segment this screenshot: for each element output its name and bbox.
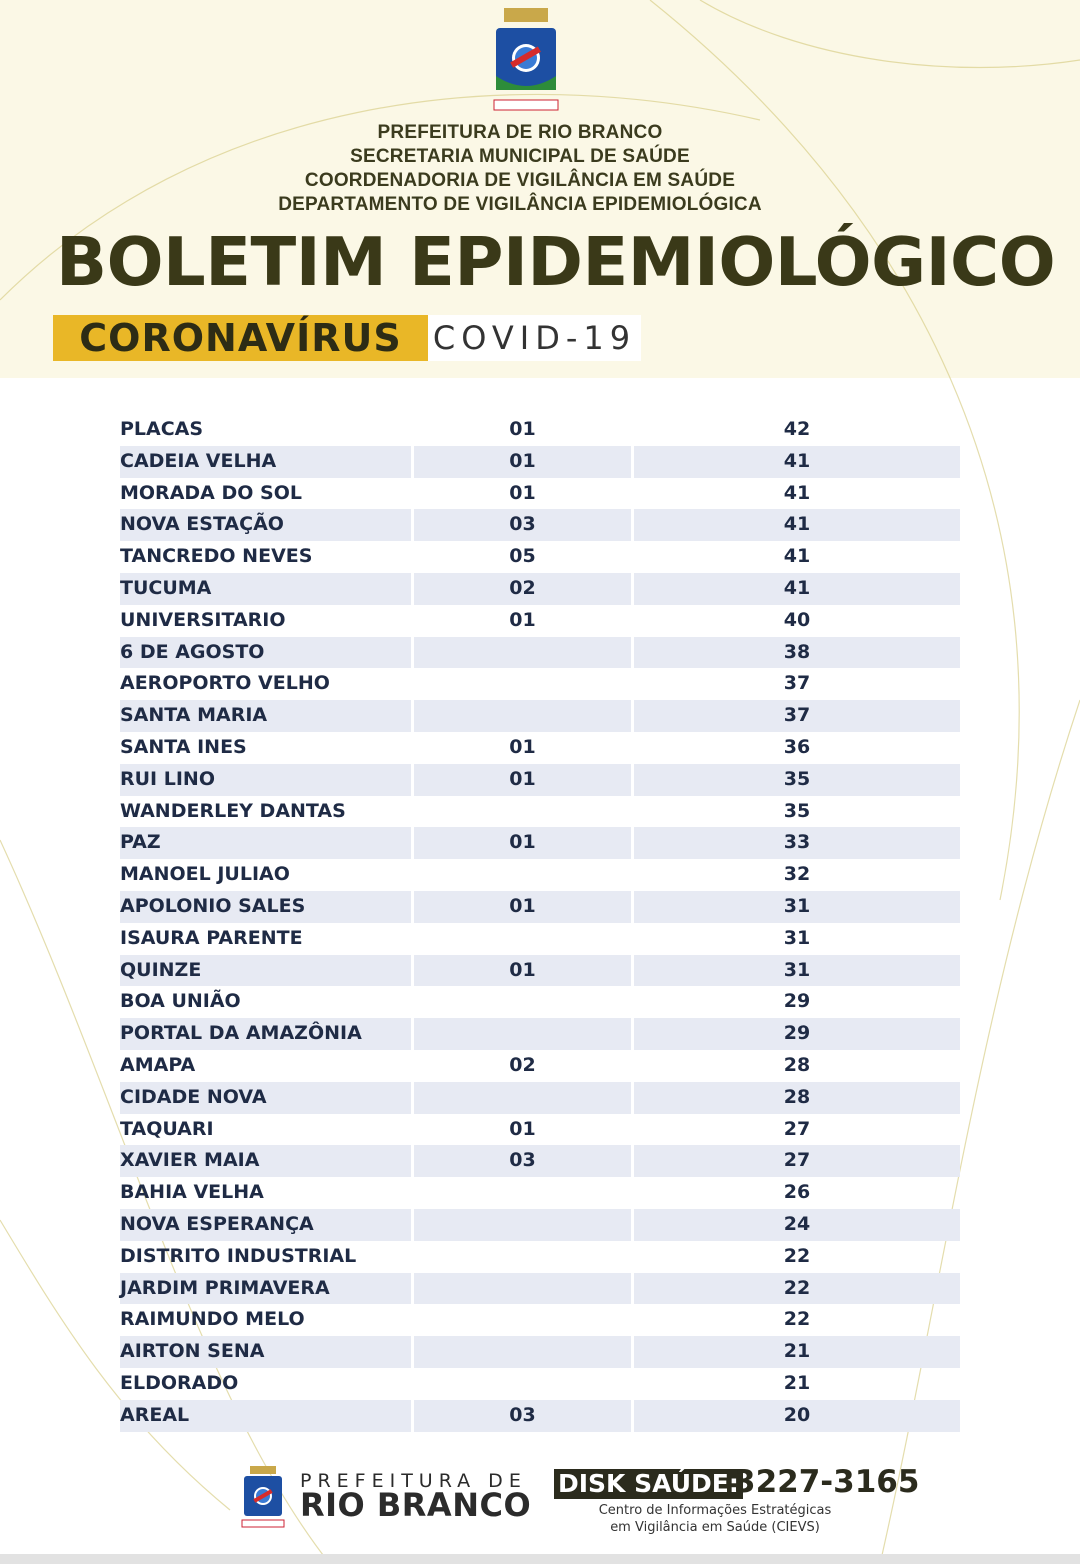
- neighborhood-name: ELDORADO: [120, 1371, 239, 1394]
- neighborhood-name: CADEIA VELHA: [120, 446, 411, 478]
- column-2-value: [414, 1336, 631, 1368]
- column-3-value: 29: [783, 990, 811, 1013]
- neighborhood-name: MANOEL JULIAO: [120, 863, 290, 886]
- column-2-value: 01: [509, 481, 536, 504]
- footer-coat-of-arms-logo: [240, 1466, 286, 1528]
- column-2-value: [414, 1177, 631, 1209]
- column-3-value: 35: [634, 764, 960, 796]
- column-3-value: 27: [634, 1145, 960, 1177]
- column-3-value: 31: [634, 955, 960, 987]
- neighborhood-name: PLACAS: [120, 418, 204, 440]
- column-2-value: 02: [414, 573, 631, 605]
- table-row: [120, 1368, 960, 1400]
- column-2-value: 01: [509, 1117, 536, 1140]
- column-3-value: 22: [634, 1273, 960, 1305]
- page-title: BOLETIM EPIDEMIOLÓGICO: [56, 223, 1056, 301]
- table-row: [120, 827, 960, 859]
- cievs-line-1: Centro de Informações Estratégicas: [598, 1503, 832, 1518]
- table-row: [120, 1114, 960, 1146]
- column-3-value: 31: [783, 926, 811, 949]
- neighborhood-name: BAHIA VELHA: [120, 1181, 264, 1204]
- column-3-value: 41: [634, 446, 960, 478]
- column-2-value: [414, 859, 631, 891]
- table-row: [120, 923, 960, 955]
- column-2-value: [414, 1082, 631, 1114]
- neighborhood-name: RAIMUNDO MELO: [120, 1308, 305, 1331]
- column-3-value: 33: [634, 827, 960, 859]
- neighborhood-name: SANTA MARIA: [120, 700, 411, 732]
- table-row: [120, 1241, 960, 1273]
- column-2-value: 01: [509, 418, 536, 440]
- table-row: [120, 446, 960, 478]
- neighborhood-name: RUI LINO: [120, 764, 411, 796]
- column-3-value: 41: [783, 545, 811, 568]
- column-2-value: 01: [414, 446, 631, 478]
- table-row: [120, 859, 960, 891]
- neighborhood-table: [120, 414, 960, 1432]
- column-2-value: [414, 1273, 631, 1305]
- column-2-value: 01: [509, 735, 536, 758]
- column-3-value: 21: [783, 1371, 811, 1394]
- table-row: [120, 541, 960, 573]
- column-2-value: [414, 637, 631, 669]
- table-row: [120, 1400, 960, 1432]
- column-3-value: 40: [783, 608, 811, 631]
- neighborhood-name: NOVA ESTAÇÃO: [120, 509, 411, 541]
- column-3-value: 26: [783, 1181, 811, 1204]
- neighborhood-name: CIDADE NOVA: [120, 1082, 411, 1114]
- neighborhood-name: MORADA DO SOL: [120, 481, 302, 504]
- column-2-value: 01: [414, 764, 631, 796]
- column-2-value: [414, 668, 631, 700]
- table-row: [120, 1209, 960, 1241]
- column-2-value: [414, 986, 631, 1018]
- table-row: [120, 764, 960, 796]
- footer-rio-branco: RIO BRANCO: [300, 1486, 532, 1524]
- coat-of-arms-logo: [490, 6, 562, 116]
- column-3-value: 42: [783, 418, 811, 440]
- column-2-value: [414, 796, 631, 828]
- banner: [53, 315, 641, 361]
- column-2-value: 03: [414, 1400, 631, 1432]
- banner-covid19: COVID-19: [428, 315, 641, 361]
- column-3-value: 32: [783, 863, 811, 886]
- cievs-text: [570, 1502, 860, 1536]
- neighborhood-name: AREAL: [120, 1400, 411, 1432]
- org-line-1: PREFEITURA DE RIO BRANCO: [377, 122, 663, 143]
- table-row: [120, 732, 960, 764]
- table-row: [120, 414, 960, 446]
- neighborhood-name: AEROPORTO VELHO: [120, 672, 330, 695]
- bottom-bar: [0, 1554, 1080, 1564]
- column-2-value: [414, 1241, 631, 1273]
- table-row: [120, 1336, 960, 1368]
- table-row: [120, 955, 960, 987]
- table-row: [120, 668, 960, 700]
- column-2-value: 03: [414, 1145, 631, 1177]
- organization-lines: [0, 121, 1040, 217]
- neighborhood-name: TAQUARI: [120, 1117, 214, 1140]
- column-2-value: 01: [414, 827, 631, 859]
- table-row: [120, 1145, 960, 1177]
- column-3-value: 41: [783, 481, 811, 504]
- column-3-value: 22: [783, 1244, 811, 1267]
- disk-saude-phone: 3227-3165: [734, 1464, 920, 1500]
- column-2-value: [414, 1018, 631, 1050]
- table-row: [120, 605, 960, 637]
- neighborhood-name: SANTA INES: [120, 735, 247, 758]
- column-3-value: 37: [783, 672, 811, 695]
- column-2-value: [414, 923, 631, 955]
- neighborhood-name: 6 DE AGOSTO: [120, 637, 411, 669]
- table-row: [120, 1177, 960, 1209]
- column-2-value: 01: [414, 891, 631, 923]
- neighborhood-name: NOVA ESPERANÇA: [120, 1209, 411, 1241]
- table-row: [120, 891, 960, 923]
- column-3-value: 22: [783, 1308, 811, 1331]
- table-row: [120, 1018, 960, 1050]
- column-3-value: 28: [634, 1082, 960, 1114]
- table-row: [120, 478, 960, 510]
- column-3-value: 31: [634, 891, 960, 923]
- table-row: [120, 573, 960, 605]
- table-row: [120, 637, 960, 669]
- neighborhood-name: XAVIER MAIA: [120, 1145, 411, 1177]
- column-3-value: 28: [783, 1053, 811, 1076]
- column-2-value: 03: [414, 509, 631, 541]
- neighborhood-name: PAZ: [120, 827, 411, 859]
- neighborhood-name: UNIVERSITARIO: [120, 608, 286, 631]
- column-3-value: 29: [634, 1018, 960, 1050]
- cievs-line-2: em Vigilância em Saúde (CIEVS): [610, 1520, 820, 1535]
- org-line-4: DEPARTAMENTO DE VIGILÂNCIA EPIDEMIOLÓGICA: [278, 194, 762, 215]
- column-2-value: 01: [414, 955, 631, 987]
- column-3-value: 37: [634, 700, 960, 732]
- table-row: [120, 1050, 960, 1082]
- column-2-value: [414, 700, 631, 732]
- column-3-value: 21: [634, 1336, 960, 1368]
- column-2-value: 05: [509, 545, 536, 568]
- org-line-2: SECRETARIA MUNICIPAL DE SAÚDE: [350, 146, 690, 167]
- column-3-value: 24: [634, 1209, 960, 1241]
- column-2-value: [414, 1304, 631, 1336]
- neighborhood-name: APOLONIO SALES: [120, 891, 411, 923]
- footer-prefeitura-label: PREFEITURA DE: [300, 1470, 527, 1492]
- table-row: [120, 796, 960, 828]
- table-row: [120, 509, 960, 541]
- neighborhood-name: QUINZE: [120, 955, 411, 987]
- column-3-value: 27: [783, 1117, 811, 1140]
- table-row: [120, 1273, 960, 1305]
- table-row: [120, 700, 960, 732]
- column-3-value: 38: [634, 637, 960, 669]
- column-2-value: 01: [509, 608, 536, 631]
- neighborhood-name: ISAURA PARENTE: [120, 926, 303, 949]
- neighborhood-name: TUCUMA: [120, 573, 411, 605]
- table-row: [120, 1304, 960, 1336]
- neighborhood-name: WANDERLEY DANTAS: [120, 799, 346, 822]
- column-3-value: 20: [634, 1400, 960, 1432]
- column-2-value: 02: [509, 1053, 536, 1076]
- neighborhood-name: TANCREDO NEVES: [120, 545, 313, 568]
- neighborhood-name: PORTAL DA AMAZÔNIA: [120, 1018, 411, 1050]
- column-3-value: 41: [634, 509, 960, 541]
- table-row: [120, 1082, 960, 1114]
- column-2-value: [414, 1209, 631, 1241]
- banner-coronavirus: CORONAVÍRUS: [53, 315, 428, 361]
- neighborhood-name: DISTRITO INDUSTRIAL: [120, 1244, 357, 1267]
- disk-saude-label: DISK SAÚDE:: [554, 1469, 743, 1499]
- column-3-value: 36: [783, 735, 811, 758]
- neighborhood-name: JARDIM PRIMAVERA: [120, 1273, 411, 1305]
- column-3-value: 35: [783, 799, 811, 822]
- neighborhood-name: BOA UNIÃO: [120, 990, 241, 1013]
- column-3-value: 41: [634, 573, 960, 605]
- neighborhood-name: AIRTON SENA: [120, 1336, 411, 1368]
- table-row: [120, 986, 960, 1018]
- neighborhood-name: AMAPA: [120, 1053, 196, 1076]
- column-2-value: [414, 1368, 631, 1400]
- org-line-3: COORDENADORIA DE VIGILÂNCIA EM SAÚDE: [304, 170, 736, 191]
